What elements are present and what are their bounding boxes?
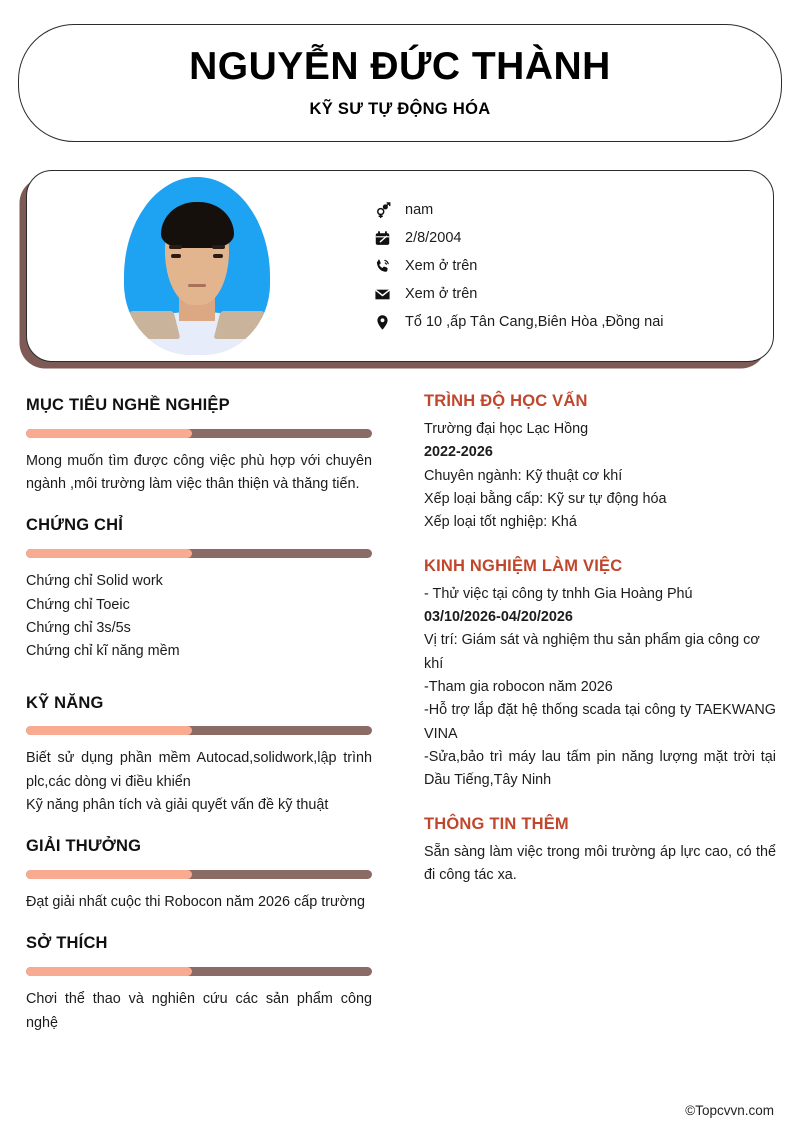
footer-watermark: ©Topcvvn.com [685, 1103, 774, 1118]
email-icon [373, 285, 391, 303]
section-additional-info [424, 815, 776, 888]
section-title-certificates: CHỨNG CHỈ [26, 516, 124, 535]
experience-bullet: -Hỗ trợ lắp đặt hệ thống scada tại công ty TAEKWANG VINA [424, 702, 776, 742]
progress-bar-fill [26, 967, 192, 976]
location-icon [373, 313, 391, 331]
section-title-hobbies: SỞ THÍCH [26, 934, 108, 953]
job-title: KỸ SƯ TỰ ĐỘNG HÓA [309, 99, 491, 118]
contact-row-phone [373, 257, 755, 275]
progress-bar-fill [26, 870, 192, 879]
section-body-education [424, 418, 776, 535]
section-title-education: TRÌNH ĐỘ HỌC VẤN [424, 392, 588, 410]
contact-value-gender: nam [405, 202, 434, 218]
experience-position: Vị trí: Giám sát và nghiệm thu sản phẩm gia công cơ khí [424, 632, 760, 672]
section-certificates [26, 516, 372, 663]
header-name-box [18, 24, 782, 142]
progress-bar-skills [26, 726, 372, 735]
additional-info-text: Sẵn sàng làm việc trong môi trường áp lực cao, có thể đi công tác xa. [424, 843, 776, 883]
photo-container [27, 177, 367, 355]
avatar [124, 177, 270, 355]
contact-row-email [373, 285, 755, 303]
contact-list [367, 201, 773, 331]
list-item: Chứng chỉ Solid work [26, 573, 163, 590]
contact-row-birthdate [373, 229, 755, 247]
progress-bar-fill [26, 429, 192, 438]
contact-value-email: Xem ở trên [405, 286, 478, 302]
list-item: Kỹ năng phân tích và giải quyết vấn đề kỹ thuật [26, 797, 329, 814]
section-experience [424, 557, 776, 793]
section-awards [26, 837, 372, 914]
section-title-skills: KỸ NĂNG [26, 693, 104, 712]
photo-collar-left [129, 311, 180, 339]
section-skills [26, 694, 372, 818]
contact-value-address: Tổ 10 ,ấp Tân Cang,Biên Hòa ,Đồng nai [405, 314, 664, 330]
spacer [26, 496, 372, 516]
experience-company: - Thử việc tại công ty tnhh Gia Hoàng Phú [424, 585, 693, 602]
education-major: Chuyên ngành: Kỹ thuật cơ khí [424, 467, 623, 484]
section-body-additional-info [424, 841, 776, 888]
contact-value-phone: Xem ở trên [405, 258, 478, 274]
photo-eye-right [213, 254, 223, 259]
list-item: Chứng chỉ Toeic [26, 596, 130, 613]
right-column [424, 392, 776, 887]
spacer [424, 535, 776, 557]
list-item: Chứng chỉ 3s/5s [26, 619, 131, 636]
photo-eye-left [171, 254, 181, 259]
list-item: Biết sử dụng phần mềm Autocad,solidwork,lập trình plc,các dòng vi điều khiển [26, 750, 372, 790]
education-degree-rank: Xếp loại bằng cấp: Kỹ sư tự động hóa [424, 490, 667, 507]
experience-bullet: -Tham gia robocon năm 2026 [424, 678, 613, 695]
list-item: Chứng chỉ kĩ năng mềm [26, 643, 180, 660]
section-body-hobbies: Chơi thể thao và nghiên cứu các sản phẩm công nghệ [26, 991, 372, 1031]
section-body-awards: Đạt giải nhất cuộc thi Robocon năm 2026 cấp trường [26, 894, 366, 911]
section-title-awards: GIẢI THƯỞNG [26, 837, 142, 856]
photo-mouth [188, 284, 206, 287]
progress-bar-fill [26, 549, 192, 558]
section-objective [26, 396, 372, 496]
section-body-certificates [26, 570, 372, 663]
gender-icon [373, 201, 391, 219]
progress-bar-objective [26, 429, 372, 438]
education-school: Trường đại học Lạc Hồng [424, 421, 589, 437]
section-education [424, 392, 776, 535]
education-period: 2022-2026 [424, 444, 493, 461]
section-body-objective: Mong muốn tìm được công việc phù hợp với chuyên ngành ,môi trường làm việc thân thiện và thăng tiến. [26, 452, 372, 493]
left-column [26, 396, 372, 1035]
contact-value-birthdate: 2/8/2004 [405, 230, 462, 246]
contact-row-gender [373, 201, 755, 219]
section-title-objective: MỤC TIÊU NGHỀ NGHIỆP [26, 396, 230, 414]
progress-bar-certificates [26, 549, 372, 558]
photo-collar-right [214, 311, 265, 339]
spacer [26, 664, 372, 694]
spacer [26, 817, 372, 837]
photo-eyebrow-left [169, 245, 182, 249]
progress-bar-fill [26, 726, 192, 735]
section-body-skills [26, 747, 372, 817]
experience-bullet: -Sửa,bảo trì máy lau tấm pin năng lượng mặt trời tại Dầu Tiếng,Tây Ninh [424, 748, 776, 789]
section-title-additional-info: THÔNG TIN THÊM [424, 814, 569, 833]
progress-bar-hobbies [26, 967, 372, 976]
profile-card [26, 170, 774, 362]
section-hobbies [26, 934, 372, 1034]
section-body-experience [424, 583, 776, 793]
education-graduation-rank: Xếp loại tốt nghiệp: Khá [424, 514, 577, 531]
progress-bar-awards [26, 870, 372, 879]
section-title-experience: KINH NGHIỆM LÀM VIỆC [424, 556, 623, 575]
contact-row-address [373, 313, 755, 331]
phone-icon [373, 257, 391, 275]
spacer [424, 793, 776, 815]
calendar-icon [373, 229, 391, 247]
experience-period: 03/10/2026-04/20/2026 [424, 608, 573, 625]
spacer [26, 914, 372, 934]
photo-eyebrow-right [212, 245, 225, 249]
page-title: NGUYỄN ĐỨC THÀNH [189, 45, 611, 89]
